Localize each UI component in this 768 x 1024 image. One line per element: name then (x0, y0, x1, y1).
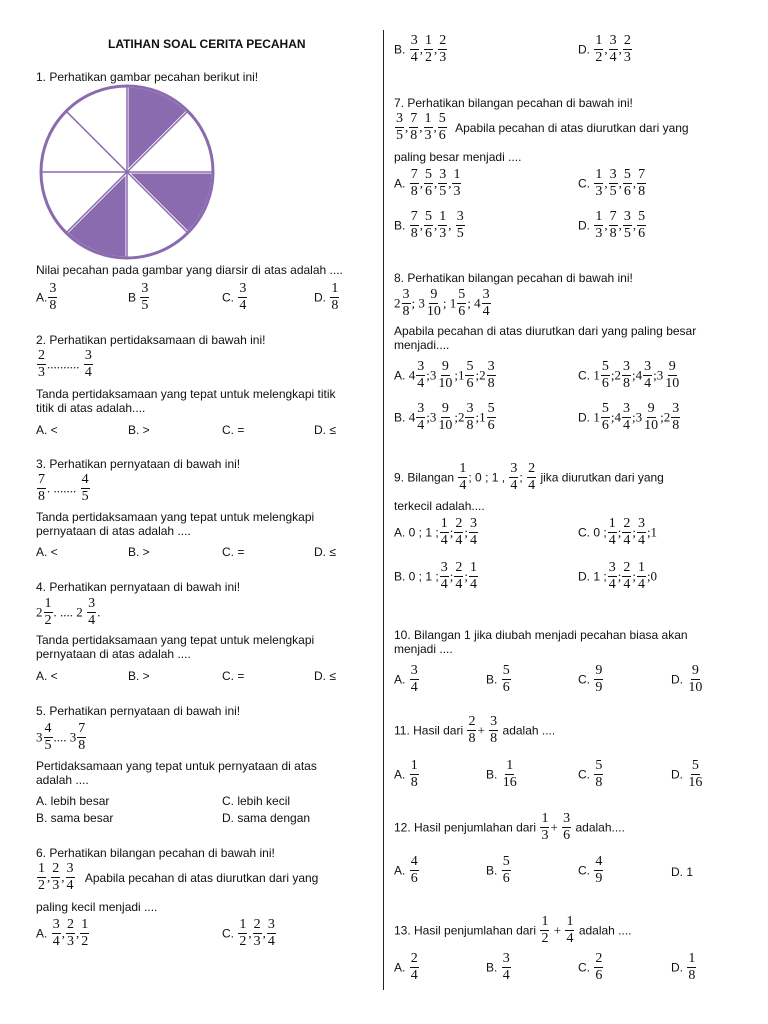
q12-option-c[interactable]: C. $\frac{4}{9}$ (578, 854, 603, 886)
q8-option-b[interactable]: B. 4 $\frac{3}{4}$ ;3 $\frac{9}{10}$ ;2 $\frac{3}{8}$ ;1 $\frac{5}{6}$ (394, 401, 495, 433)
q2-expression: $\frac{2}{3}$ .......... $\frac{3}{4}$ (38, 348, 92, 380)
q2-option-d[interactable]: D. ≤ (314, 423, 336, 437)
q6-option-c[interactable]: C. $\frac{1}{2}$ , $\frac{2}{3}$ , $\frac{3}{4}$ (222, 917, 275, 949)
q7-option-b[interactable]: B. $\frac{7}{8}$ , $\frac{5}{6}$ , $\frac{1}{3}$ , $\frac{3}{5}$ (394, 209, 464, 241)
q3-text: 3. Perhatikan pernyataan di bawah ini! (36, 457, 241, 471)
q12-option-a[interactable]: A. $\frac{4}{6}$ (394, 854, 418, 886)
q1-ask: Nilai pecahan pada gambar yang diarsir di atas adalah .... (36, 263, 343, 277)
q5-option-c[interactable]: C. lebih kecil (222, 794, 291, 808)
q6-text: 6. Perhatikan bilangan pecahan di bawah ini! (36, 846, 275, 860)
q5-ask: Pertidaksamaan yang tepat untuk pernyataan di atas adalah .... (36, 759, 317, 787)
q13-expression: 13. Hasil penjumlahan dari $\frac{1}{2}$ + $\frac{1}{4}$ adalah .... (394, 914, 632, 946)
q13-option-a[interactable]: A. $\frac{2}{4}$ (394, 951, 418, 983)
q9-expression: 9. Bilangan $\frac{1}{4}$ ; 0 ; 1 , $\frac{3}{4}$ ; $\frac{2}{4}$ jika diurutkan dari yang (394, 461, 664, 493)
q10-ask: 10. Bilangan 1 jika diubah menjadi pecahan biasa akan menjadi .... (394, 628, 688, 656)
q9-ask2: terkecil adalah.... (394, 499, 485, 513)
q3-option-a[interactable]: A. < (36, 545, 58, 559)
q8-option-c[interactable]: C. 1 $\frac{5}{6}$ ;2 $\frac{3}{8}$ ;4 $\frac{3}{4}$ ;3 $\frac{9}{10}$ (578, 359, 680, 391)
q8-text: 8. Perhatikan bilangan pecahan di bawah ini! (394, 271, 633, 285)
q12-option-d[interactable]: D. 1 (671, 864, 694, 879)
q1-options (36, 282, 376, 316)
q12-options (394, 855, 734, 891)
q11-option-d[interactable]: D. $\frac{5}{16}$ (671, 758, 703, 790)
q7-option-a[interactable]: A. $\frac{7}{8}$ , $\frac{5}{6}$ , $\frac{3}{5}$ , $\frac{1}{3}$ (394, 167, 461, 199)
q3-option-b[interactable]: B. > (128, 545, 150, 559)
q5-options (36, 794, 376, 828)
q7-option-d[interactable]: D. $\frac{1}{3}$ , $\frac{7}{8}$ , $\frac{3}{5}$ , $\frac{5}{6}$ (578, 209, 646, 241)
q8-expression: 2 $\frac{3}{8}$ ; 3 $\frac{9}{10}$ ; 1 $\frac{5}{6}$ ; 4 $\frac{3}{4}$ (394, 287, 490, 319)
page-title: LATIHAN SOAL CERITA PECAHAN (108, 37, 306, 51)
q10-options (394, 664, 734, 700)
q4-text: 4. Perhatikan pernyataan di bawah ini! (36, 580, 241, 594)
q11-option-c[interactable]: C. $\frac{5}{8}$ (578, 758, 603, 790)
q1-option-b[interactable]: B $\frac{3}{5}$ (128, 281, 149, 313)
q7-text: 7. Perhatikan bilangan pecahan di bawah ini! (394, 96, 633, 110)
q6-ask2: paling kecil menjadi .... (36, 900, 158, 914)
q9-option-c[interactable]: C. 0 ; $\frac{1}{4}$ ; $\frac{2}{4}$ ; $\frac{3}{4}$ ;1 (578, 516, 658, 548)
q1-option-a[interactable]: A. $\frac{3}{8}$ (36, 281, 57, 313)
q8-option-d[interactable]: D. 1 $\frac{5}{6}$ ;4 $\frac{3}{4}$ ;3 $\frac{9}{10}$ ;2 $\frac{3}{8}$ (578, 401, 680, 433)
column-divider (383, 30, 384, 990)
q13-option-b[interactable]: B. $\frac{3}{4}$ (486, 951, 510, 983)
q3-ask: Tanda pertidaksamaan yang tepat untuk melengkapi pernyataan di atas adalah .... (36, 510, 315, 538)
q6-option-d[interactable]: D. $\frac{1}{2}$ , $\frac{3}{4}$ , $\frac{2}{3}$ (578, 33, 631, 65)
q13-option-c[interactable]: C. $\frac{2}{6}$ (578, 951, 603, 983)
q11-expression: 11. Hasil dari $\frac{2}{8}$ + $\frac{3}{8}$ adalah .... (394, 714, 556, 746)
q5-text: 5. Perhatikan pernyataan di bawah ini! (36, 704, 241, 718)
q11-option-a[interactable]: A. $\frac{1}{8}$ (394, 758, 418, 790)
q5-expression: 3 $\frac{4}{5}$ .... 3 $\frac{7}{8}$ (36, 721, 86, 753)
q6-option-b[interactable]: B. $\frac{3}{4}$ , $\frac{1}{2}$ , $\frac{2}{3}$ (394, 33, 447, 65)
q4-ask: Tanda pertidaksamaan yang tepat untuk melengkapi pernyataan di atas adalah .... (36, 633, 315, 661)
q6-option-a[interactable]: A. $\frac{3}{4}$ , $\frac{2}{3}$ , $\frac{1}{2}$ (36, 917, 89, 949)
q11-option-b[interactable]: B. $\frac{1}{16}$ (486, 758, 517, 790)
q1-option-d[interactable]: D. $\frac{1}{8}$ (314, 281, 339, 313)
q9-option-b[interactable]: B. 0 ; 1 ; $\frac{3}{4}$ ; $\frac{2}{4}$ ; $\frac{1}{4}$ (394, 560, 477, 592)
q10-option-d[interactable]: D. $\frac{9}{10}$ (671, 663, 703, 695)
q3-expression: $\frac{7}{8}$ . ....... $\frac{4}{5}$ (38, 472, 89, 504)
q13-options (394, 952, 734, 988)
q7-expression: $\frac{3}{5}$ , $\frac{7}{8}$ , $\frac{1}{3}$ , $\frac{5}{6}$ Apabila pecahan di atas diurutkan dari yang (396, 111, 689, 143)
q1-text: 1. Perhatikan gambar pecahan berikut ini! (36, 70, 259, 84)
q2-option-c[interactable]: C. = (222, 423, 245, 437)
q9-option-d[interactable]: D. 1 ; $\frac{3}{4}$ ; $\frac{2}{4}$ ; $\frac{1}{4}$ ;0 (578, 560, 658, 592)
q6-expression: $\frac{1}{2}$ , $\frac{2}{3}$ , $\frac{3}{4}$ Apabila pecahan di atas diurutkan dari yang (38, 861, 319, 893)
q5-option-a[interactable]: A. lebih besar (36, 794, 110, 808)
q12-option-b[interactable]: B. $\frac{5}{6}$ (486, 854, 510, 886)
pie-figure (34, 84, 224, 260)
q2-text: 2. Perhatikan pertidaksamaan di bawah ini! (36, 333, 266, 347)
q10-option-a[interactable]: A. $\frac{3}{4}$ (394, 663, 418, 695)
q2-option-a[interactable]: A. < (36, 423, 58, 437)
q4-option-d[interactable]: D. ≤ (314, 669, 336, 683)
q7-ask2: paling besar menjadi .... (394, 150, 522, 164)
q8-option-a[interactable]: A. 4 $\frac{3}{4}$ ;3 $\frac{9}{10}$ ;1 $\frac{5}{6}$ ;2 $\frac{3}{8}$ (394, 359, 495, 391)
q4-expression: 2 $\frac{1}{2}$ . .... 2 $\frac{3}{4}$ . (36, 596, 101, 628)
q7-option-c[interactable]: C. $\frac{1}{3}$ , $\frac{3}{5}$ , $\frac{5}{6}$ , $\frac{7}{8}$ (578, 167, 646, 199)
q3-option-c[interactable]: C. = (222, 545, 245, 559)
q5-option-d[interactable]: D. sama dengan (222, 811, 311, 825)
q4-option-b[interactable]: B. > (128, 669, 150, 683)
q4-option-a[interactable]: A. < (36, 669, 58, 683)
q13-option-d[interactable]: D. $\frac{1}{8}$ (671, 951, 696, 983)
q8-ask: Apabila pecahan di atas diurutkan dari yang paling besar menjadi.... (394, 324, 697, 352)
q2-option-b[interactable]: B. > (128, 423, 150, 437)
q11-options (394, 759, 734, 795)
q10-option-b[interactable]: B. $\frac{5}{6}$ (486, 663, 510, 695)
q12-expression: 12. Hasil penjumlahan dari $\frac{1}{3}$ + $\frac{3}{6}$ adalah.... (394, 811, 625, 843)
q5-option-b[interactable]: B. sama besar (36, 811, 114, 825)
q4-option-c[interactable]: C. = (222, 669, 245, 683)
q10-option-c[interactable]: C. $\frac{9}{9}$ (578, 663, 603, 695)
q3-option-d[interactable]: D. ≤ (314, 545, 336, 559)
q9-option-a[interactable]: A. 0 ; 1 ; $\frac{1}{4}$ ; $\frac{2}{4}$ ; $\frac{3}{4}$ (394, 516, 477, 548)
q2-ask: Tanda pertidaksamaan yang tepat untuk melengkapi titik titik di atas adalah.... (36, 387, 336, 415)
q1-option-c[interactable]: C. $\frac{3}{4}$ (222, 281, 247, 313)
